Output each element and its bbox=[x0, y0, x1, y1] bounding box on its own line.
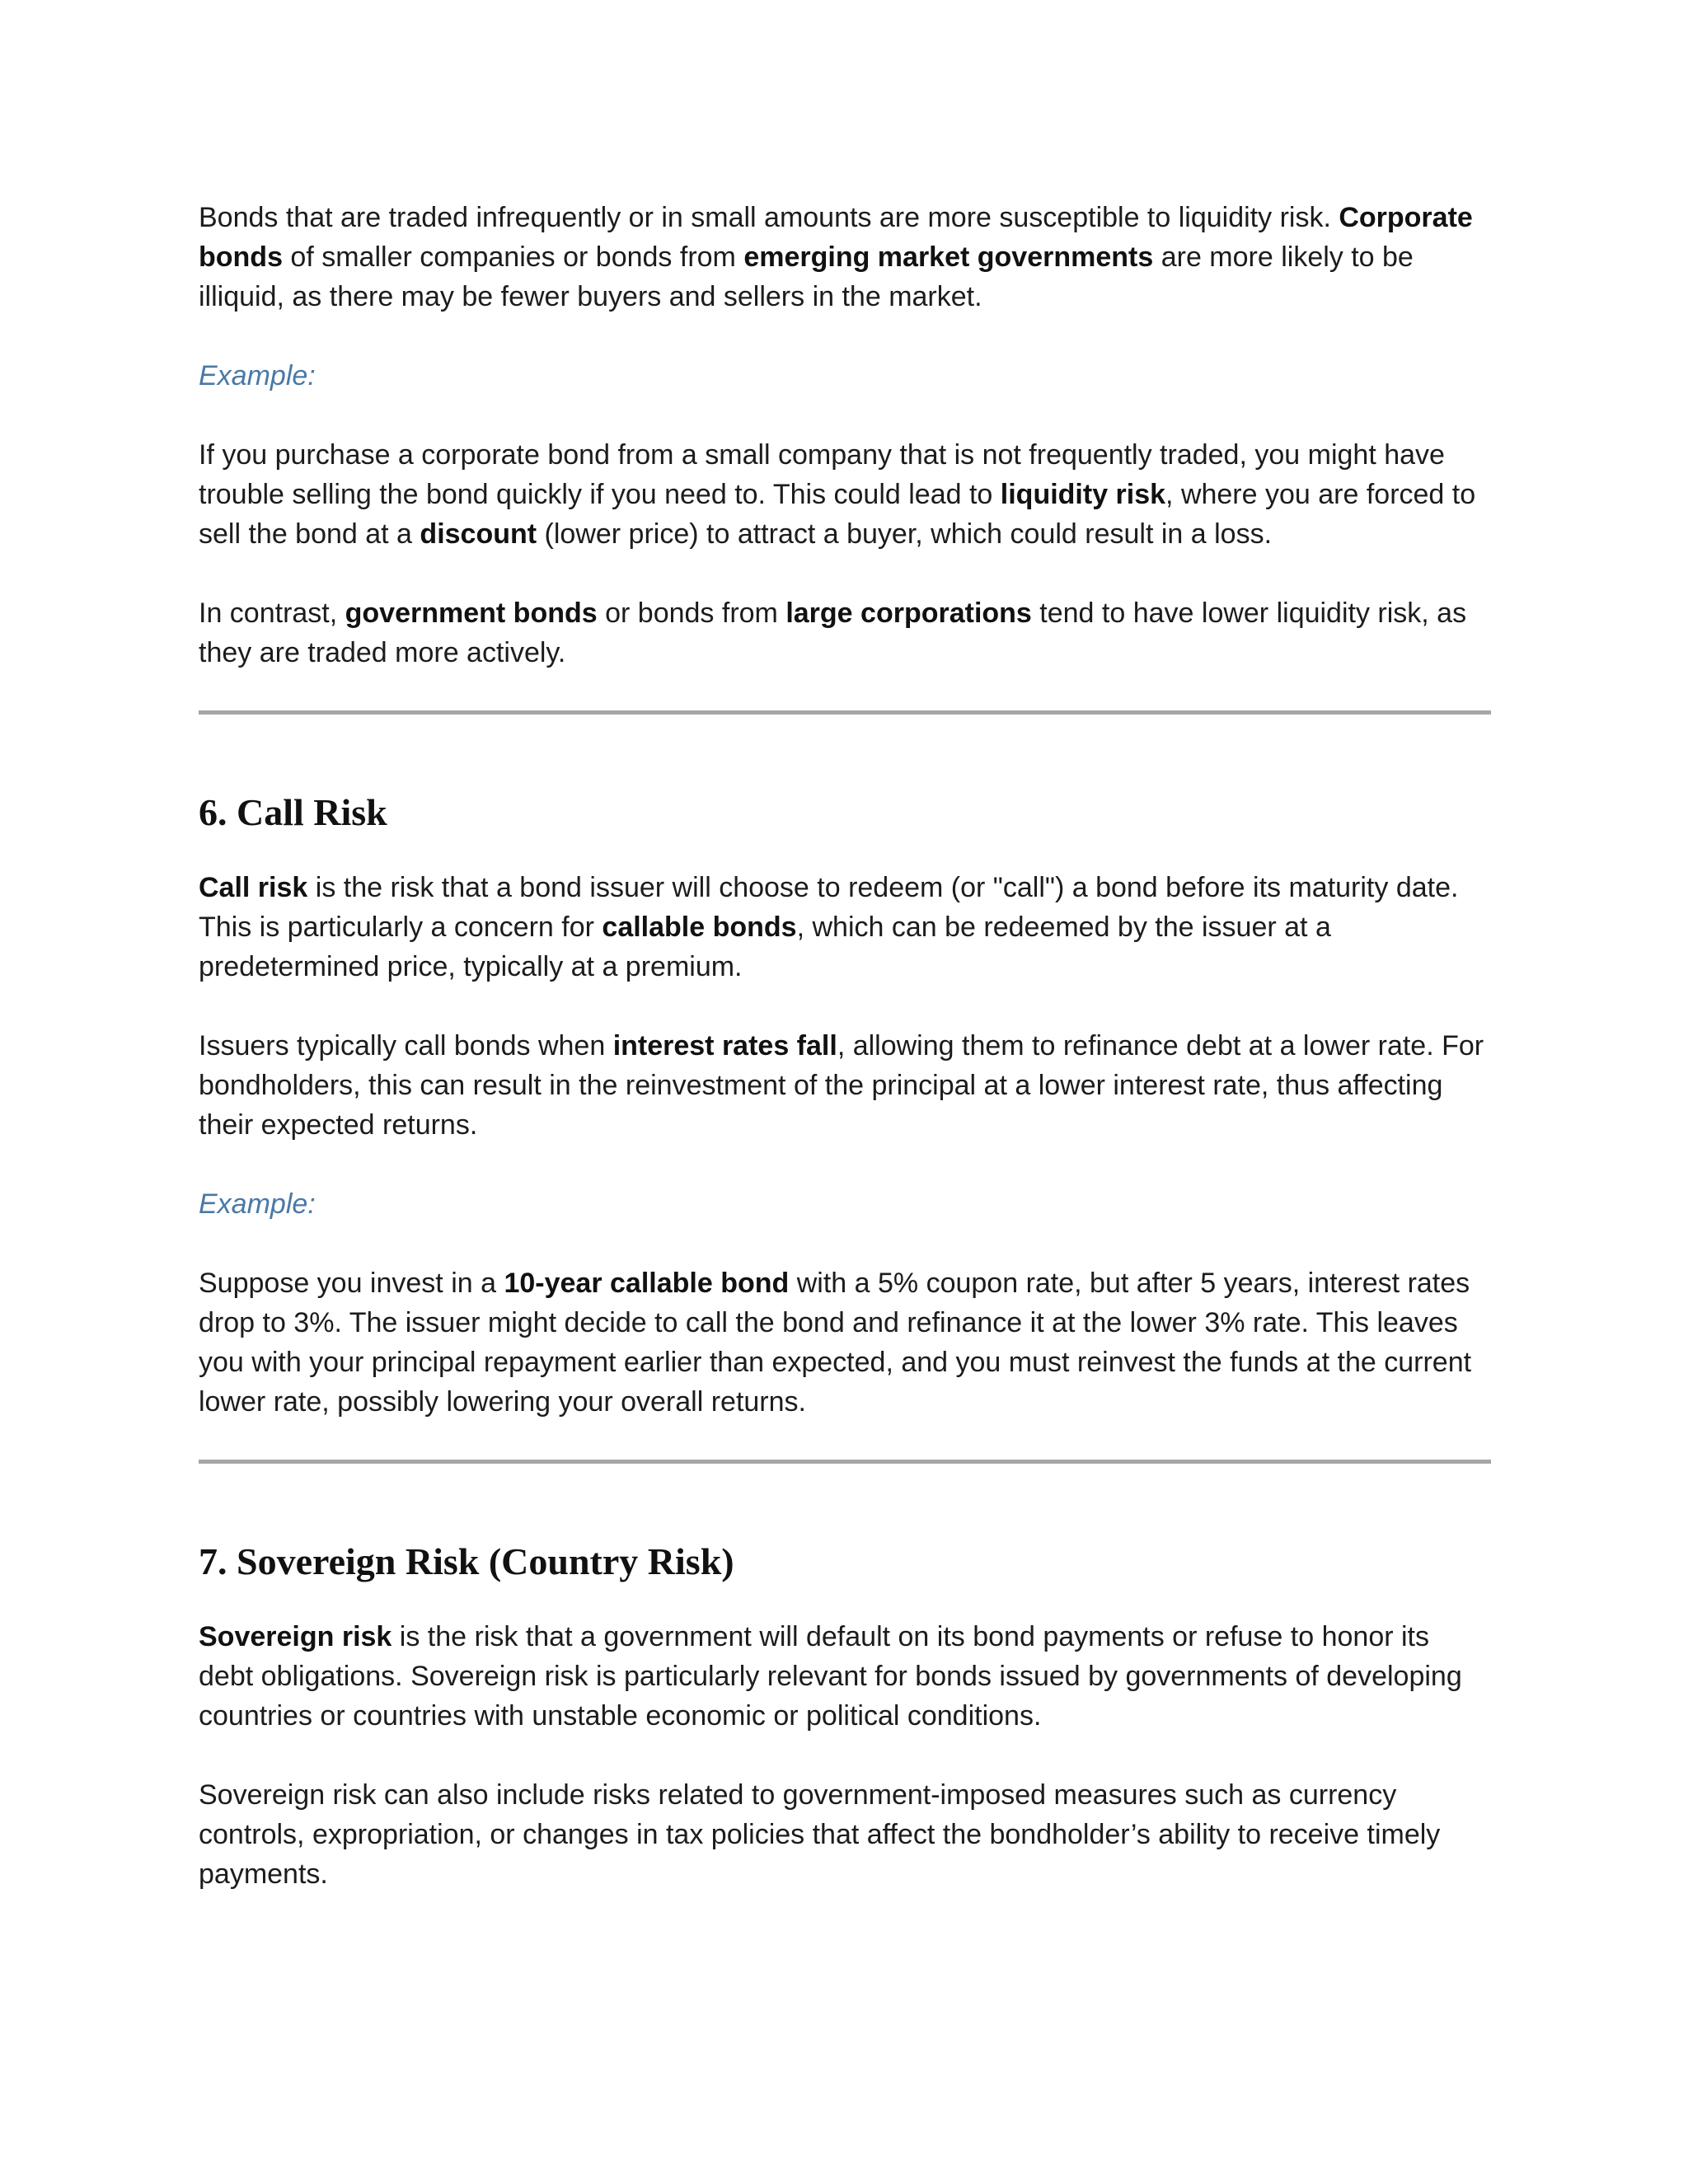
bold-term: emerging market governments bbox=[743, 241, 1154, 273]
call-risk-paragraph-1: Call risk is the risk that a bond issuer will choose to redeem (or "call") a bond before its maturity date. This is particularly a concern for callable bonds, which can be redeemed by the issuer at a predetermined price, typically at a premium. bbox=[199, 872, 1459, 982]
bold-term: Sovereign risk bbox=[199, 1621, 392, 1652]
example-label: Example: bbox=[199, 1188, 316, 1220]
bold-term: liquidity risk bbox=[1000, 479, 1166, 510]
call-risk-paragraph-3: Suppose you invest in a 10-year callable bond with a 5% coupon rate, but after 5 years, interest rates drop to 3%. The issuer might decide to call the bond and refinance it at the lower 3% rate. This leaves you with your principal repayment earlier than expected, and you must reinvest the funds at the current lower rate, possibly lowering your overall returns. bbox=[199, 1268, 1472, 1418]
section-divider bbox=[199, 1460, 1491, 1464]
bold-term: 10-year callable bond bbox=[504, 1268, 790, 1299]
liquidity-paragraph-3: In contrast, government bonds or bonds from large corporations tend to have lower liquidity risk, as they are traded more actively. bbox=[199, 598, 1467, 668]
call-risk-paragraph-2: Issuers typically call bonds when interest rates fall, allowing them to refinance debt at a lower rate. For bondholders, this can result in the reinvestment of the principal at a lower interest rate, thus affecting their expected returns. bbox=[199, 1030, 1484, 1141]
bold-term: large corporations bbox=[785, 598, 1032, 629]
bold-term: callable bonds bbox=[602, 912, 797, 943]
bold-term: interest rates fall bbox=[612, 1030, 837, 1062]
section-heading-call-risk: 6. Call Risk bbox=[199, 791, 387, 833]
bold-term: Corporate bonds bbox=[199, 202, 1473, 273]
section-heading-sovereign-risk: 7. Sovereign Risk (Country Risk) bbox=[199, 1540, 734, 1582]
bold-term: Call risk bbox=[199, 872, 308, 903]
example-label: Example: bbox=[199, 360, 316, 391]
liquidity-paragraph-2: If you purchase a corporate bond from a small company that is not frequently traded, you might have trouble selling the bond quickly if you need to. This could lead to liquidity risk, where you are forced to sell the bond at a discount (lower price) to attract a buyer, which could result in a loss. bbox=[199, 439, 1476, 550]
bold-term: discount bbox=[420, 518, 537, 550]
sovereign-risk-paragraph-2: Sovereign risk can also include risks related to government-imposed measures such as currency controls, expropriation, or changes in tax policies that affect the bondholder’s ability to receive timely payments. bbox=[199, 1779, 1441, 1890]
section-divider bbox=[199, 710, 1491, 715]
sovereign-risk-paragraph-1: Sovereign risk is the risk that a government will default on its bond payments or refuse to honor its debt obligations. Sovereign risk is particularly relevant for bonds issued by governments of developing countries or countries with unstable economic or political conditions. bbox=[199, 1621, 1462, 1732]
bold-term: government bonds bbox=[345, 598, 598, 629]
liquidity-paragraph-1: Bonds that are traded infrequently or in small amounts are more susceptible to liquidity risk. Corporate bonds of smaller companies or bonds from emerging market governments are more likely to be illiquid, as there may be fewer buyers and sellers in the market. bbox=[199, 202, 1473, 312]
document-page bbox=[199, 198, 1491, 1894]
